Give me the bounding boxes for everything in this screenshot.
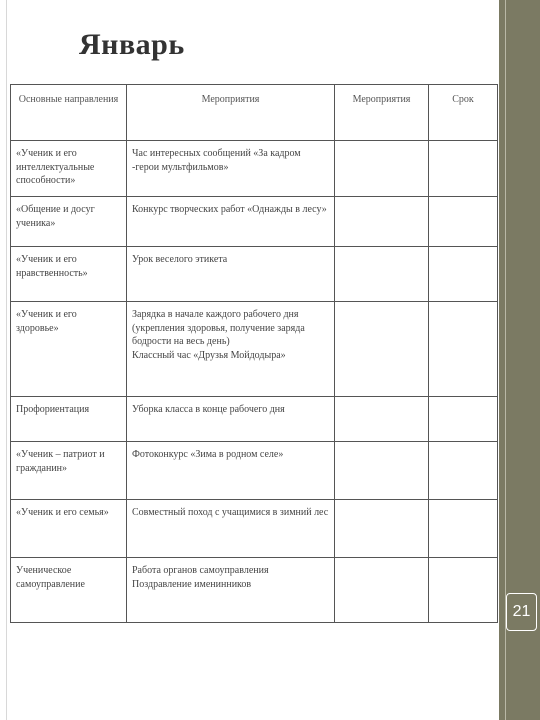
extra-cell (335, 558, 429, 623)
extra-cell (335, 442, 429, 500)
plan-table (10, 84, 498, 623)
table-row (11, 558, 498, 623)
extra-cell (335, 247, 429, 302)
table-row (11, 302, 498, 397)
term-cell (429, 558, 498, 623)
term-cell (429, 397, 498, 442)
table-row (11, 141, 498, 197)
direction-cell: «Ученик и его здоровье» (11, 302, 127, 397)
term-cell (429, 141, 498, 197)
extra-cell (335, 397, 429, 442)
direction-cell: «Ученик и его семья» (11, 500, 127, 558)
extra-cell (335, 500, 429, 558)
direction-cell: Профориентация (11, 397, 127, 442)
page-title: Январь (79, 28, 185, 61)
direction-cell: Ученическое самоуправление (11, 558, 127, 623)
header-term: Срок (429, 85, 498, 141)
events-cell: Совместный поход с учащимися в зимний лес (127, 500, 335, 558)
events-cell: Зарядка в начале каждого рабочего дня (укрепления здоровья, получение заряда бодрости на весь день) Классный час «Друзья Мойдодыра» (127, 302, 335, 397)
direction-cell: «Ученик и его нравственность» (11, 247, 127, 302)
table-row (11, 442, 498, 500)
table-row (11, 397, 498, 442)
table-row (11, 500, 498, 558)
events-cell: Урок веселого этикета (127, 247, 335, 302)
extra-cell (335, 197, 429, 247)
table-row (11, 247, 498, 302)
header-directions: Основные направления (11, 85, 127, 141)
term-cell (429, 197, 498, 247)
events-cell: Работа органов самоуправления Поздравление именинников (127, 558, 335, 623)
term-cell (429, 302, 498, 397)
events-cell: Уборка класса в конце рабочего дня (127, 397, 335, 442)
term-cell (429, 442, 498, 500)
direction-cell: «Общение и досуг ученика» (11, 197, 127, 247)
left-margin-rule (6, 0, 7, 720)
table-header-row (11, 85, 498, 141)
header-events: Мероприятия (127, 85, 335, 141)
table-row (11, 197, 498, 247)
term-cell (429, 247, 498, 302)
extra-cell (335, 302, 429, 397)
events-cell: Конкурс творческих работ «Однажды в лесу» (127, 197, 335, 247)
extra-cell (335, 141, 429, 197)
page-number-badge: 21 (506, 593, 537, 631)
events-cell: Фотоконкурс «Зима в родном селе» (127, 442, 335, 500)
events-cell: Час интересных сообщений «За кадром -герои мультфильмов» (127, 141, 335, 197)
direction-cell: «Ученик и его интеллектуальные способности» (11, 141, 127, 197)
term-cell (429, 500, 498, 558)
header-events-2: Мероприятия (335, 85, 429, 141)
direction-cell: «Ученик – патриот и гражданин» (11, 442, 127, 500)
